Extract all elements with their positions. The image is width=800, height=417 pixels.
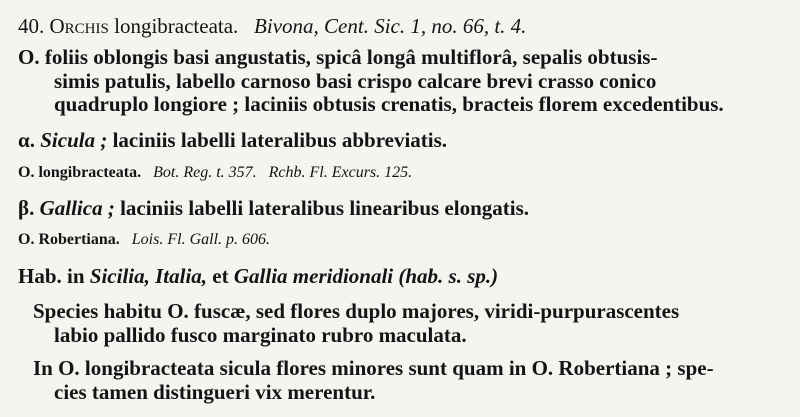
variety-alpha-text: laciniis labelli lateralibus abbreviatis. [112,128,448,152]
variety-beta-synonym [18,232,270,248]
description-line-2: simis patulis, labello carnoso basi crispo calcare brevi crasso conico [54,69,657,93]
entry-heading [18,16,526,37]
variety-alpha [18,130,447,151]
genus-name: Orchis [49,14,109,38]
variety-alpha-synonym-ref: Bot. Reg. t. 357. Rchb. Fl. Excurs. 125. [153,164,413,181]
habitat-conj: et [212,264,229,288]
description-line-1: O. foliis oblongis basi angustatis, spicâ longâ multiflorâ, sepalis obtusis- [18,45,658,69]
species-name: longibracteata. [114,14,239,38]
description-line-3: quadruplo longiore ; laciniis obtusis crenatis, bracteis florem excedentibus. [54,92,724,116]
entry-number: 40. [18,14,45,38]
variety-alpha-synonym-name: O. longibracteata. [18,164,142,181]
variety-alpha-name: Sicula ; [40,128,108,152]
variety-beta-text: laciniis labelli lateralibus linearibus elongatis. [120,196,530,220]
variety-beta [18,198,529,219]
variety-alpha-marker: α. [18,128,35,152]
habitat-place-2: Gallia meridionali (hab. s. sp.) [233,264,499,288]
habitat-prefix: Hab. in [18,264,85,288]
notes-line-2: labio pallido fusco marginato rubro maculata. [54,323,467,347]
habitat-line [18,266,498,287]
variety-beta-name: Gallica ; [39,196,115,220]
notes-line-4: cies tamen distingueri vix merentur. [54,380,376,404]
heading-citation: Bivona, Cent. Sic. 1, no. 66, t. 4. [254,14,527,38]
variety-beta-synonym-name: O. Robertiana. [18,231,120,248]
notes-line-3: In O. longibracteata sicula flores minores sunt quam in O. Robertiana ; spe- [33,356,714,380]
variety-beta-synonym-ref: Lois. Fl. Gall. p. 606. [131,231,271,248]
variety-beta-marker: β. [18,196,35,220]
habitat-place-1: Sicilia, Italia, [89,264,208,288]
notes-line-1: Species habitu O. fuscæ, sed flores duplo majores, viridi-purpurascentes [33,299,680,323]
variety-alpha-synonym [18,165,412,181]
